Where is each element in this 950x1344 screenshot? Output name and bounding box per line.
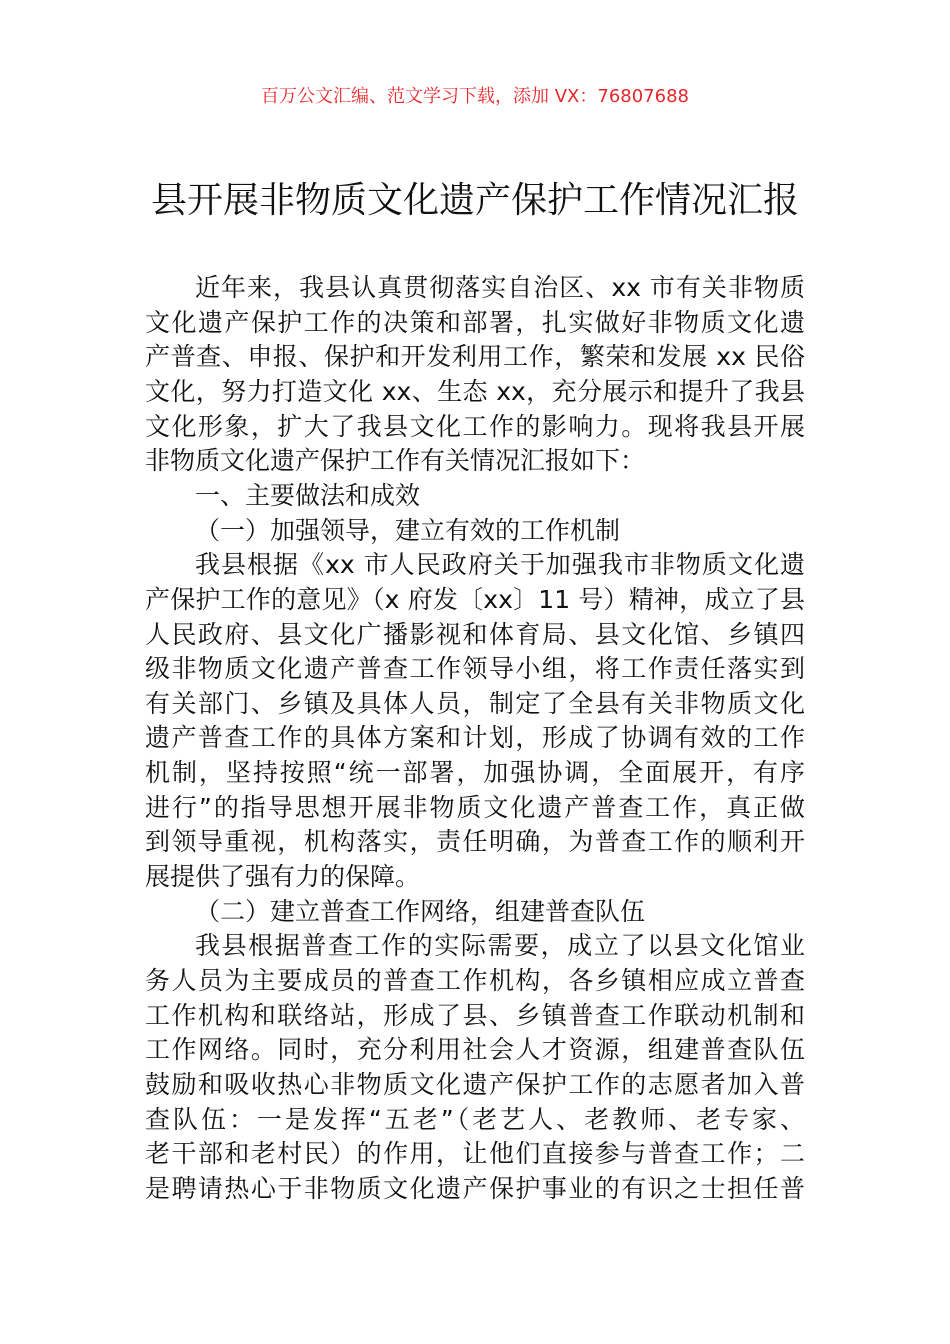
paragraph-line: 鼓励和吸收热心非物质文化遗产保护工作的志愿者加入普 xyxy=(145,1069,805,1099)
paragraph-line: 文化形象，扩大了我县文化工作的影响力。现将我县开展 xyxy=(145,411,805,441)
paragraph-line: 非物质文化遗产保护工作有关情况汇报如下： xyxy=(145,446,646,476)
paragraph-line: 文化，努力打造文化 xx、生态 xx，充分展示和提升了我县 xyxy=(145,376,805,406)
paragraph-line: 到领导重视，机构落实，责任明确，为普查工作的顺利开 xyxy=(145,827,805,857)
paragraph-line: 遗产普查工作的具体方案和计划，形成了协调有效的工作 xyxy=(145,723,805,753)
paragraph-line: 产普查、申报、保护和开发利用工作，繁荣和发展 xx 民俗 xyxy=(145,342,805,372)
paragraph-line: 级非物质文化遗产普查工作领导小组，将工作责任落实到 xyxy=(145,654,805,684)
paragraph-line: 有关部门、乡镇及具体人员，制定了全县有关非物质文化 xyxy=(145,688,805,718)
paragraph-line: 近年来，我县认真贯彻落实自治区、xx 市有关非物质 xyxy=(195,273,805,302)
watermark-header: 百万公文汇编、范文学习下载，添加 VX：76807688 xyxy=(261,86,689,107)
document-title: 县开展非物质文化遗产保护工作情况汇报 xyxy=(150,180,799,221)
paragraph-line: 我县根据普查工作的实际需要，成立了以县文化馆业 xyxy=(195,931,805,961)
paragraph-line: 产保护工作的意见》（x 府发〔xx〕11 号）精神，成立了县 xyxy=(145,584,805,614)
section-heading: 一、主要做法和成效 xyxy=(195,480,421,510)
paragraph-line: 我县根据《xx 市人民政府关于加强我市非物质文化遗 xyxy=(195,550,805,580)
paragraph-line: 查队伍：一是发挥“五老”（老艺人、老教师、老专家、 xyxy=(145,1104,805,1134)
paragraph-line: 展提供了强有力的保障。 xyxy=(145,862,421,892)
paragraph-line: 工作网络。同时，充分利用社会人才资源，组建普查队伍 xyxy=(145,1035,805,1065)
section-heading: （二）建立普查工作网络，组建普查队伍 xyxy=(195,896,646,926)
section-heading: （一）加强领导，建立有效的工作机制 xyxy=(195,515,621,545)
paragraph-line: 文化遗产保护工作的决策和部署，扎实做好非物质文化遗 xyxy=(145,307,805,337)
paragraph-line: 务人员为主要成员的普查工作机构，各乡镇相应成立普查 xyxy=(145,966,805,995)
paragraph-line: 工作机构和联络站，形成了县、乡镇普查工作联动机制和 xyxy=(145,1000,805,1030)
paragraph-line: 人民政府、县文化广播影视和体育局、县文化馆、乡镇四 xyxy=(145,619,805,649)
paragraph-line: 进行”的指导思想开展非物质文化遗产普查工作，真正做 xyxy=(145,792,805,822)
paragraph-line: 机制，坚持按照“统一部署，加强协调，全面展开，有序 xyxy=(145,758,805,788)
paragraph-line: 老干部和老村民）的作用，让他们直接参与普查工作；二 xyxy=(145,1139,805,1169)
paragraph-line: 是聘请热心于非物质文化遗产保护事业的有识之士担任普 xyxy=(145,1173,805,1203)
